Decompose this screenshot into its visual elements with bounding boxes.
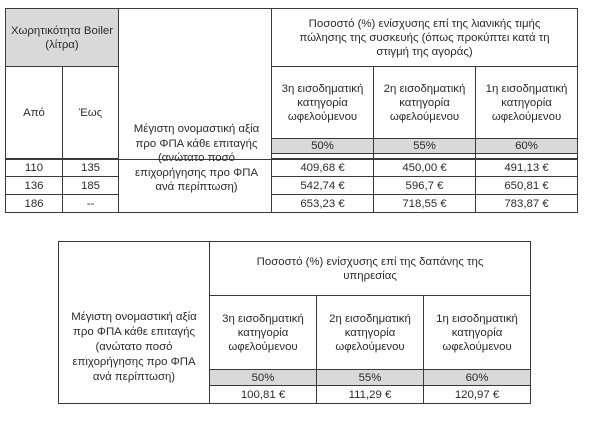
table-row: 110 135 409,68 € 450,00 € 491,13 € [6, 159, 578, 177]
table-row: 100,81 € 111,29 € 120,97 € [59, 386, 531, 404]
service-subsidy-table [58, 241, 531, 404]
percent-cell: 60% [424, 370, 531, 386]
percent-cell: 60% [476, 139, 578, 154]
boiler-subsidy-table [5, 8, 578, 160]
from-header: Από [6, 67, 63, 160]
max-value-label: Μέγιστη ονομαστική αξία προ ΦΠΑ κάθε επιταγής (ανώτατο ποσό επιχορήγησης προ ΦΠΑ ανά περίπτωση) [133, 123, 260, 193]
percent-header: Ποσοστό (%) ενίσχυσης επί της λιανικής τιμής πώλησης της συσκευής (όπως προκύπτει κατά τη στιγμή της αγοράς) [272, 9, 578, 67]
category-2-header: 2η εισοδηματική κατηγορία ωφελούμενου [374, 67, 476, 139]
table-row: 136 185 542,74 € 596,7 € 650,81 € [6, 177, 578, 195]
percent-cell: 50% [210, 370, 317, 386]
max-value-label-2: Μέγιστη ονομαστική αξία προ ΦΠΑ κάθε επιταγής (ανώτατο ποσό επιχορήγησης προ ΦΠΑ ανά περίπτωση) [59, 242, 210, 404]
category-2-header: 2η εισοδηματική κατηγορία ωφελούμενου [317, 296, 424, 370]
category-3-header: 3η εισοδηματική κατηγορία ωφελούμενου [210, 296, 317, 370]
category-3-header: 3η εισοδηματική κατηγορία ωφελούμενου [272, 67, 374, 139]
percent-cell: 50% [272, 139, 374, 154]
capacity-header: Χωρητικότητα Boiler (λίτρα) [6, 9, 119, 67]
category-1-header: 1η εισοδηματική κατηγορία ωφελούμενου [476, 67, 578, 139]
category-1-header: 1η εισοδηματική κατηγορία ωφελούμενου [424, 296, 531, 370]
percent-cell: 55% [374, 139, 476, 154]
percent-cell: 55% [317, 370, 424, 386]
to-header: Έως [63, 67, 119, 160]
table-row: 186 -- 653,23 € 718,55 € 783,87 € [6, 195, 578, 213]
percent-header-2: Ποσοστό (%) ενίσχυσης επί της δαπάνης της υπηρεσίας [210, 242, 531, 296]
boiler-rows [5, 158, 578, 213]
